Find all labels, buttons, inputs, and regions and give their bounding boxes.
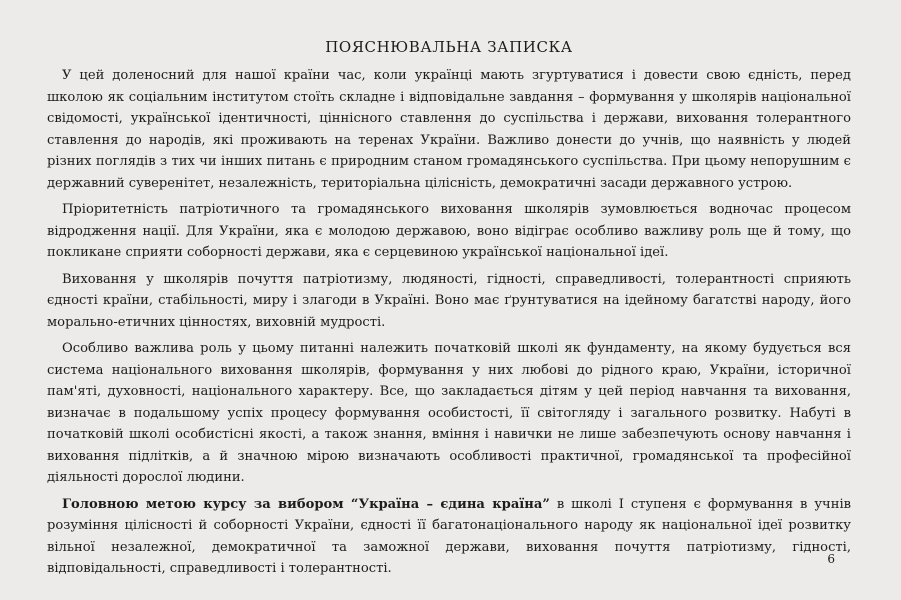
- goal-bold-text: Головною метою курсу за вибором “Україна – єдина країна”: [62, 496, 550, 512]
- bleed-through-text: [190, 548, 194, 563]
- paragraph-1: У цей доленосний для нашої країни час, коли українці мають згуртуватися і довести свою єдність, перед школою як соціальним інститутом стоїть складне і відповідальне завдання – формування у школярів національної свідомості, української ідентичності, ціннісного ставлення до суспільства і держави, виховання толерантного ставлення до народів, які проживають на теренах України. Важливо донести до учнів, що наявність у людей різних поглядів з тих чи інших питань є природним станом громадянського суспільства. При цьому непорушним є державний суверенітет, незалежність, територіальна цілісність, демократичні засади державного устрою.: [47, 68, 851, 191]
- paragraph-2: Пріоритетність патріотичного та громадянського виховання школярів зумовлюється водночас процесом відродження нації. Для України, яка є молодою державою, воно відіграє особливо важливу роль ще й тому, що покликане сприяти соборності держави, яка є серцевиною української національної ідеї.: [47, 202, 851, 260]
- paragraph-3: Виховання у школярів почуття патріотизму, людяності, гідності, справедливості, толерантності сприяють єдності країни, стабільності, миру і злагоди в Україні. Воно має ґрунтуватися на ідейному багатстві народу, його морально-етичних цінностях, виховній мудрості.: [47, 271, 851, 330]
- page-title: ПОЯСНЮВАЛЬНА ЗАПИСКА: [325, 38, 573, 56]
- goal-rest-text: в школі І ступеня є формування в учнів розуміння цілісності й соборності України, єдності її багатонаціонального народу як національної ідеї розвитку вільної незалежної, демократичної та заможної держави, виховання почуття патріотизму, гідності, відповідальності, справедливості і толерантності.: [47, 496, 852, 576]
- paragraph-4: Особливо важлива роль у цьому питанні належить початковій школі як фундаменту, на якому будується вся система національного виховання школярів, формування у них любові до рідного краю, України, історичної пам'яті, духовності, національного характеру. Все, що закладається дітям у цей період навчання та виховання, визначає в подальшому успіх процесу формування особистості, її світогляду і загального розвитку. Набуті в початковій школі особистісні якості, а також знання, вміння і навички не лише забезпечують основу навчання і виховання підлітків, а й значною мірою визначають особливості практичної, громадянської та професійної діяльності дорослої людини.: [47, 341, 851, 485]
- page-number: 6: [827, 552, 835, 566]
- goal-paragraph: [47, 494, 851, 580]
